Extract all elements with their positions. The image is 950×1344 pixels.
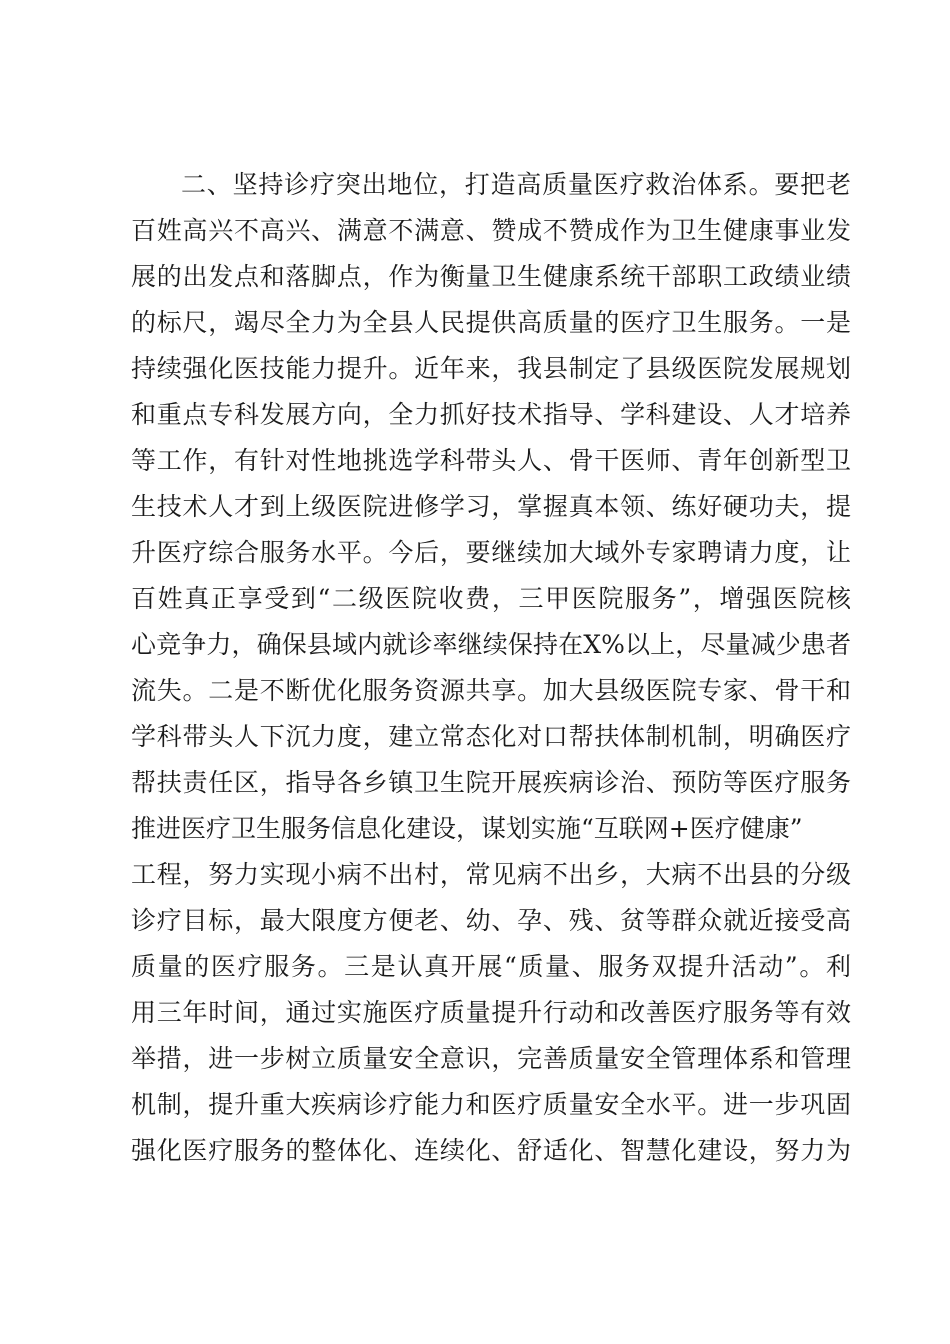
text-line: 百姓高兴不高兴、满意不满意、赞成不赞成作为卫生健康事业发 (131, 216, 851, 245)
text-line: 的标尺，竭尽全力为全县人民提供高质量的医疗卫生服务。一是 (131, 308, 851, 337)
text-line: 诊疗目标，最大限度方便老、幼、孕、残、贫等群众就近接受高 (131, 906, 851, 935)
text-line: 质量的医疗服务。三是认真开展“质量、服务双提升活动”。利 (131, 952, 851, 981)
text-line: 百姓真正享受到“二级医院收费，三甲医院服务”，增强医院核 (131, 584, 851, 613)
text-line: 举措，进一步树立质量安全意识，完善质量安全管理体系和管理 (131, 1044, 851, 1073)
text-line: 强化医疗服务的整体化、连续化、舒适化、智慧化建设，努力为 (131, 1136, 851, 1165)
text-line: 用三年时间，通过实施医疗质量提升行动和改善医疗服务等有效 (131, 998, 851, 1027)
text-line: 帮扶责任区，指导各乡镇卫生院开展疾病诊治、预防等医疗服务 (131, 768, 851, 797)
text-line: 和重点专科发展方向，全力抓好技术指导、学科建设、人才培养 (131, 400, 851, 429)
text-line: 等工作，有针对性地挑选学科带头人、骨干医师、青年创新型卫 (131, 446, 851, 475)
text-line: 生技术人才到上级医院进修学习，掌握真本领、练好硬功夫，提 (131, 492, 851, 521)
text-line: 二、坚持诊疗突出地位，打造高质量医疗救治体系。要把老 (181, 170, 851, 199)
text-line: 持续强化医技能力提升。近年来，我县制定了县级医院发展规划 (131, 354, 851, 383)
text-line: 机制，提升重大疾病诊疗能力和医疗质量安全水平。进一步巩固 (131, 1090, 851, 1119)
text-line: 升医疗综合服务水平。今后，要继续加大域外专家聘请力度，让 (131, 538, 851, 567)
text-line: 推进医疗卫生服务信息化建设，谋划实施“互联网+医疗健康” (131, 814, 803, 843)
text-line: 心竞争力，确保县域内就诊率继续保持在X%以上，尽量减少患者 (131, 630, 851, 659)
text-line: 学科带头人下沉力度，建立常态化对口帮扶体制机制，明确医疗 (131, 722, 851, 751)
text-line: 展的出发点和落脚点，作为衡量卫生健康系统干部职工政绩业绩 (131, 262, 851, 291)
text-line: 流失。二是不断优化服务资源共享。加大县级医院专家、骨干和 (131, 676, 851, 705)
text-line: 工程，努力实现小病不出村，常见病不出乡，大病不出县的分级 (131, 860, 851, 889)
